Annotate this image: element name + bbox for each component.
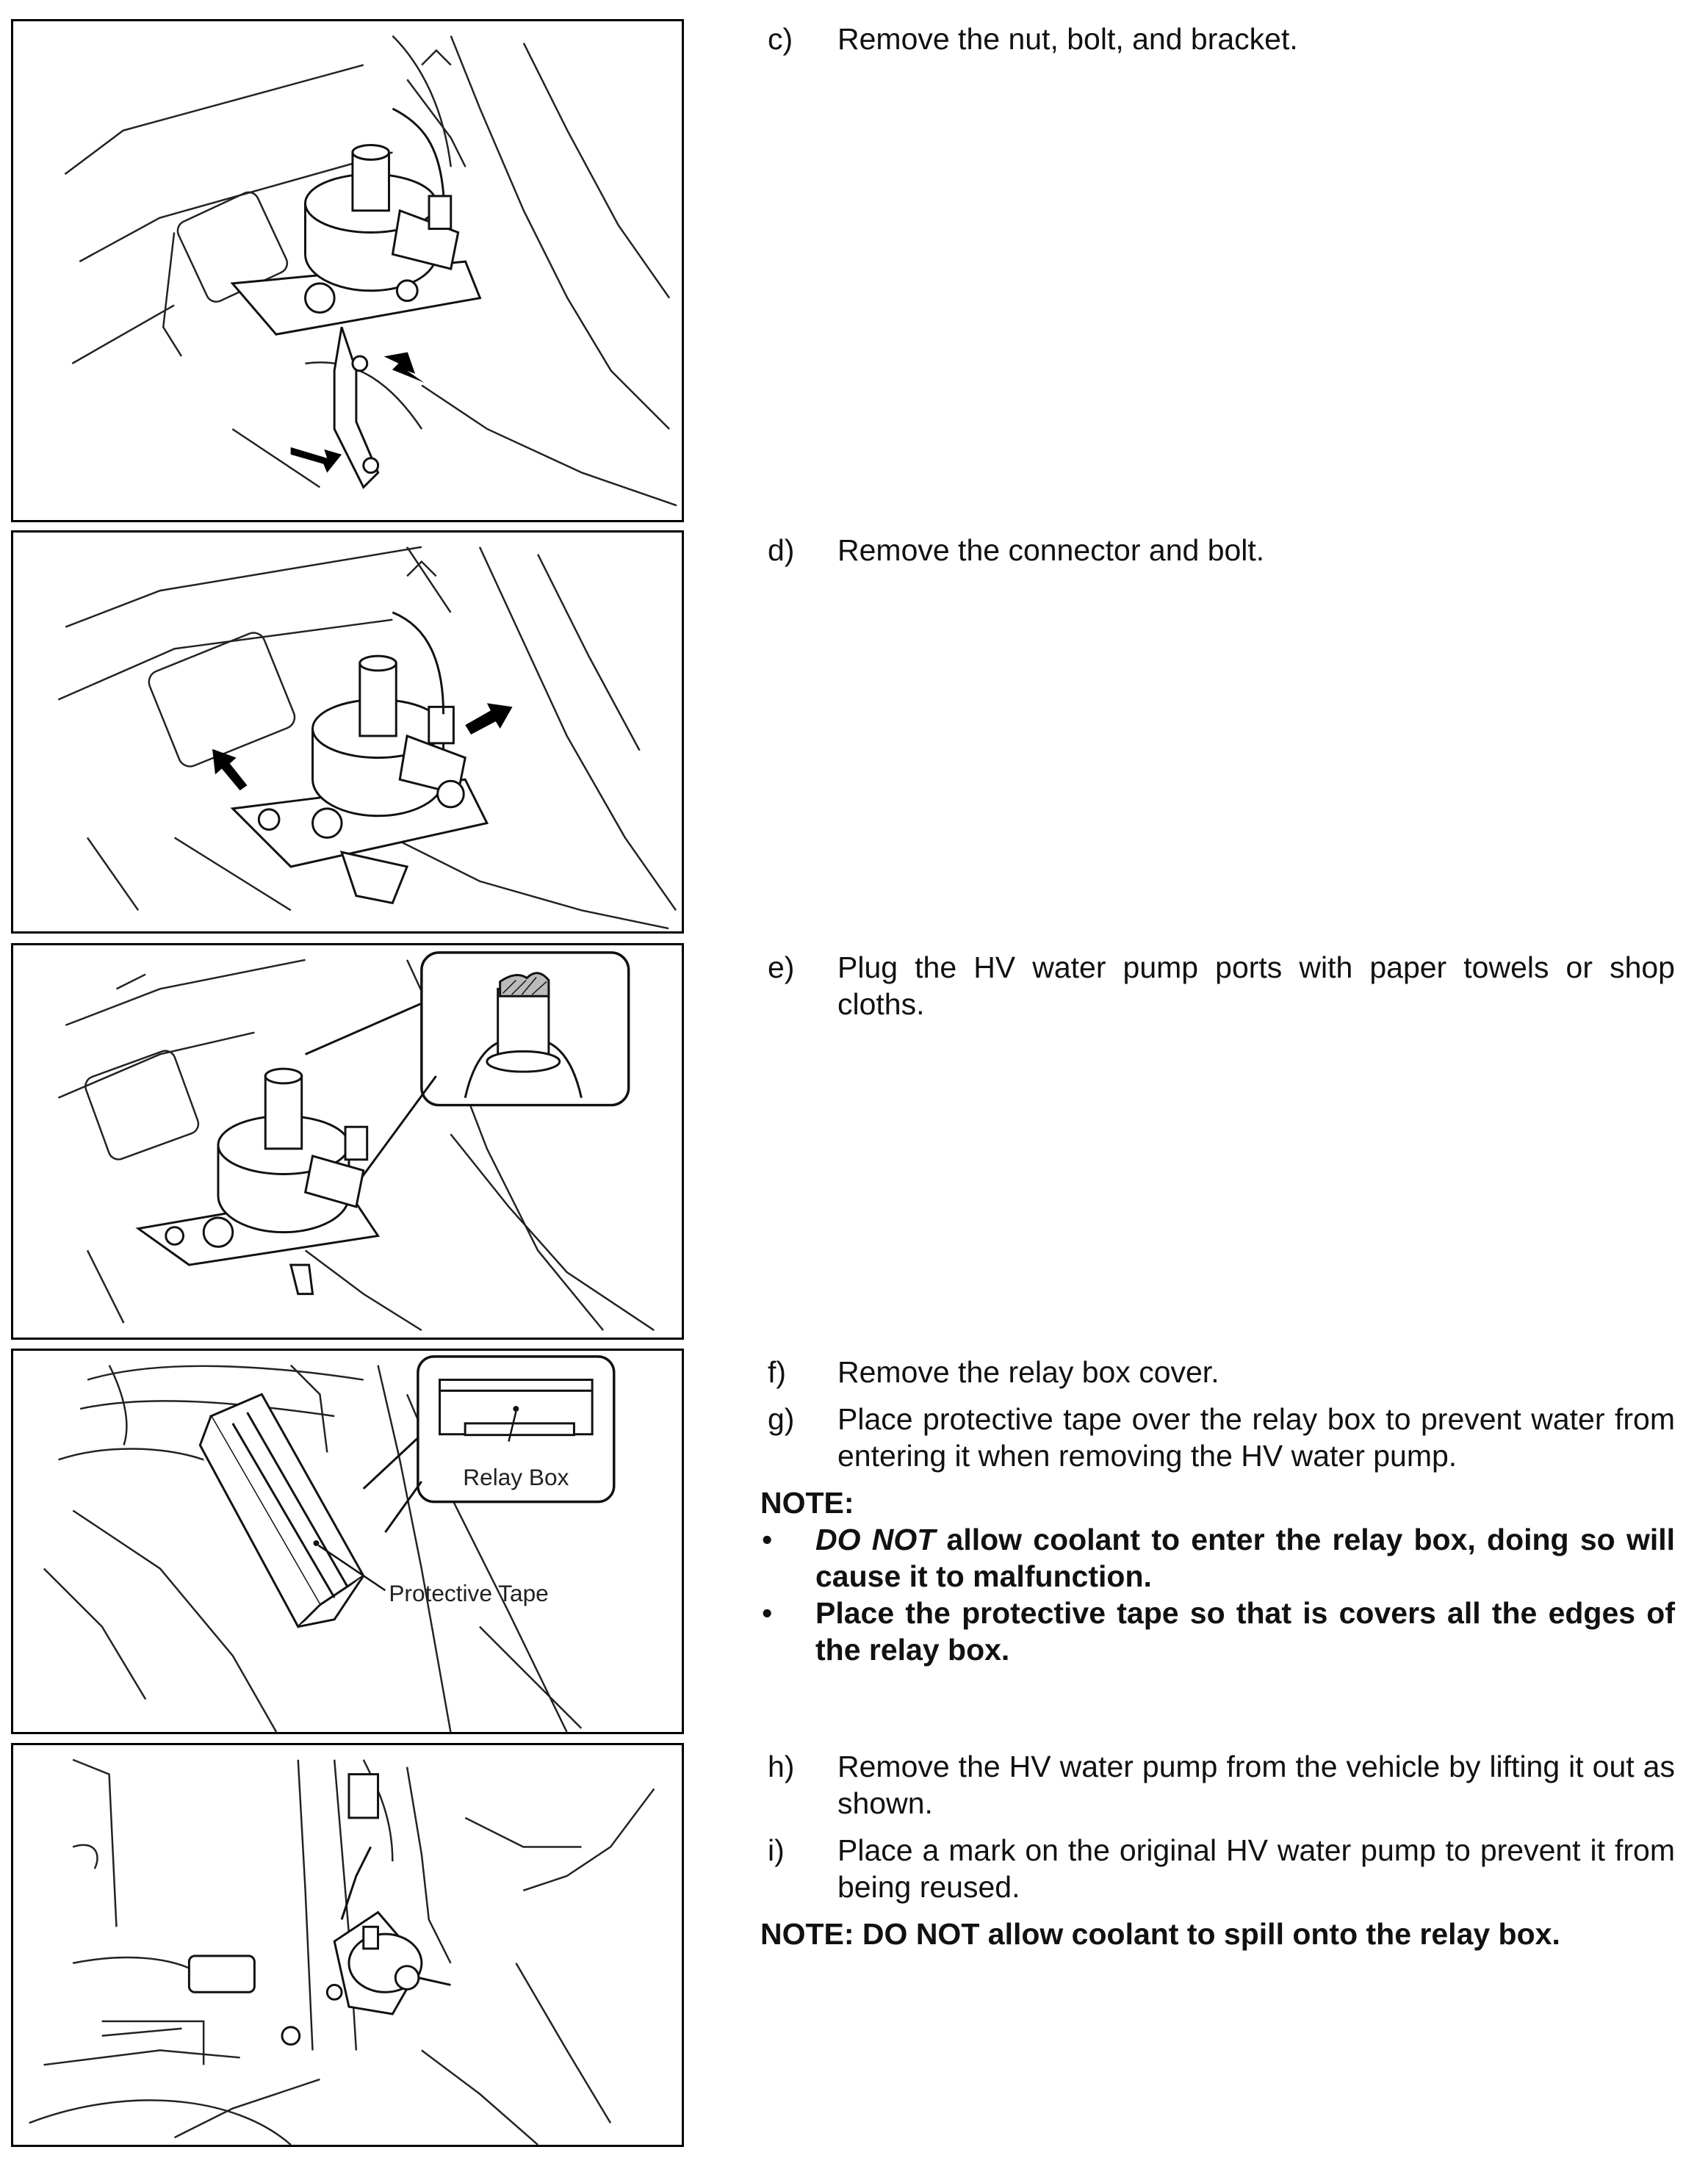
steps-h-i-note [760, 1748, 1675, 1952]
figure-remove-pump [11, 1743, 684, 2147]
step-e-text: Plug the HV water pump ports with paper towels or shop cloths. [837, 950, 1675, 1021]
step-g-label: g) [768, 1402, 795, 1436]
note-emphasis: DO NOT [815, 1523, 936, 1556]
pump-bracket-illustration [13, 21, 682, 520]
note-bullet-1-text: allow coolant to enter the relay box, doing so will cause it to malfunction. [815, 1523, 1676, 1593]
note-bullet-2-text: Place the protective tape so that is covers all the edges of the relay box. [815, 1596, 1675, 1667]
step-e [760, 949, 1675, 1022]
step-d-text: Remove the connector and bolt. [837, 533, 1265, 567]
step-c-label: c) [768, 22, 793, 56]
step-i-label: i) [768, 1833, 785, 1867]
pump-connector-illustration [13, 533, 682, 931]
steps-f-g-note [760, 1354, 1675, 1668]
protective-tape-label: Protective Tape [389, 1580, 549, 1607]
bullet-dot: • [762, 1596, 773, 1630]
step-c [760, 21, 1675, 57]
pump-removal-illustration [13, 1745, 682, 2145]
step-h-label: h) [768, 1750, 795, 1783]
relay-box-illustration [13, 1351, 682, 1732]
step-e-label: e) [768, 950, 795, 984]
final-note: NOTE: DO NOT allow coolant to spill onto the relay box. [760, 1917, 1560, 1951]
note-bullet-1 [760, 1521, 1675, 1595]
figure-remove-connector [11, 530, 684, 934]
step-c-text: Remove the nut, bolt, and bracket. [837, 22, 1298, 56]
note-bullet-2 [760, 1595, 1675, 1668]
relay-box-label: Relay Box [463, 1463, 569, 1490]
step-f-label: f) [768, 1355, 787, 1389]
step-g-text: Place protective tape over the relay box to prevent water from entering it when removing the HV water pump. [837, 1402, 1675, 1473]
pump-plug-illustration [13, 945, 682, 1338]
step-d [760, 532, 1675, 569]
figure-relay-box [11, 1349, 684, 1734]
bullet-dot: • [762, 1523, 773, 1556]
note-heading: NOTE: [760, 1486, 854, 1520]
step-f-text: Remove the relay box cover. [837, 1355, 1219, 1389]
figure-remove-bracket [11, 19, 684, 522]
step-i-text: Place a mark on the original HV water pump to prevent it from being reused. [837, 1833, 1675, 1904]
step-d-label: d) [768, 533, 795, 567]
figure-plug-ports [11, 943, 684, 1340]
step-h-text: Remove the HV water pump from the vehicle by lifting it out as shown. [837, 1750, 1675, 1820]
